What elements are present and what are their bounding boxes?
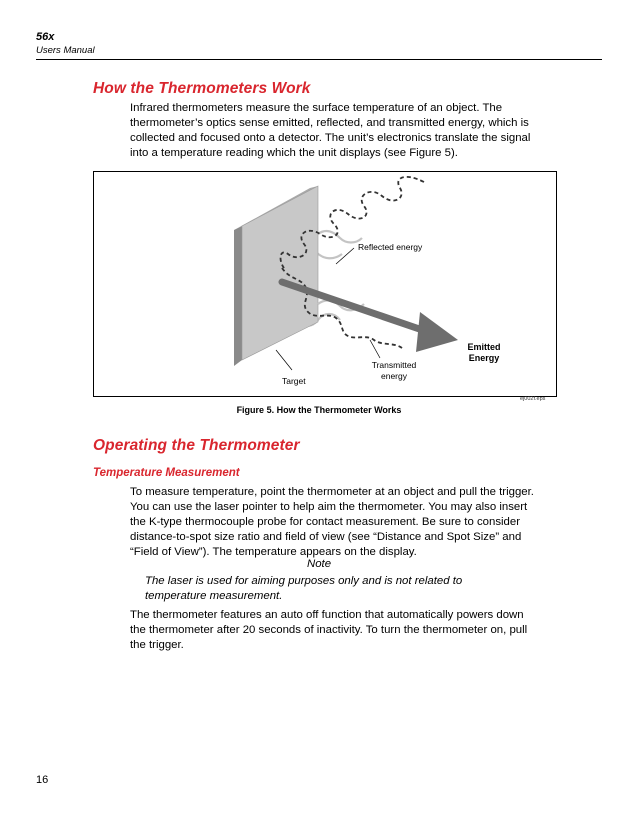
- section-heading-how-thermometers-work: How the Thermometers Work: [93, 80, 311, 97]
- transmitted-label-line: energy: [381, 371, 407, 381]
- emitted-energy-arrowhead: [416, 312, 458, 352]
- manual-model: 56x: [36, 31, 55, 43]
- transmitted-energy-label: [364, 360, 424, 382]
- emitted-label-line: Emitted: [467, 342, 501, 352]
- text-line: Infrared thermometers measure the surface temperature of an object. The: [130, 102, 503, 114]
- thermometer-diagram-svg: [94, 172, 558, 398]
- text-line: thermometer’s optics sense emitted, reflected, and transmitted energy, which is: [130, 117, 529, 129]
- note-body: [145, 574, 565, 604]
- figure-caption: Figure 5. How the Thermometer Works: [236, 405, 402, 415]
- emitted-label-line: Energy: [468, 353, 500, 363]
- text-line: into a temperature reading which the unit displays (see Figure 5).: [130, 147, 458, 159]
- emitted-energy-label: [462, 342, 506, 364]
- subheading-temperature-measurement: Temperature Measurement: [93, 467, 240, 479]
- text-line: “Field of View”). The temperature appears on the display.: [130, 546, 417, 558]
- figure-file-id: ej002f.eps: [520, 396, 546, 402]
- page-number: 16: [36, 774, 49, 786]
- text-line: distance-to-spot size ratio and field of view (see “Distance and Spot Size” and: [130, 531, 522, 543]
- text-line: To measure temperature, point the thermometer at an object and pull the trigger.: [130, 486, 534, 498]
- manual-subtitle: Users Manual: [36, 45, 95, 56]
- text-line: The thermometer features an auto off function that automatically powers down: [130, 609, 524, 621]
- reflected-energy-label: Reflected energy: [358, 242, 423, 252]
- target-side-face: [234, 226, 242, 366]
- note-line: The laser is used for aiming purposes only and is not related to: [145, 575, 463, 587]
- auto-off-paragraph: [130, 608, 570, 653]
- target-label: Target: [282, 376, 306, 386]
- text-line: the thermometer after 20 seconds of inactivity. To turn the thermometer on, pull: [130, 624, 528, 636]
- text-line: You can use the laser pointer to help aim the thermometer. You may also insert: [130, 501, 528, 513]
- measurement-paragraph: [130, 485, 570, 560]
- header-rule: [36, 59, 602, 60]
- figure-5-diagram: [93, 171, 557, 397]
- text-line: collected and focused onto a detector. The unit’s electronics translate the signal: [130, 132, 531, 144]
- note-line: temperature measurement.: [145, 590, 283, 602]
- text-line: the K-type thermocouple probe for contact measurement. Be sure to consider: [130, 516, 521, 528]
- note-title: Note: [306, 558, 332, 570]
- transmitted-label-line: Transmitted: [371, 360, 417, 370]
- section-heading-operating-thermometer: Operating the Thermometer: [93, 437, 300, 454]
- target-front-face: [242, 186, 318, 360]
- text-line: the trigger.: [130, 639, 184, 651]
- target-label-leader: [276, 350, 292, 370]
- intro-paragraph: [130, 101, 570, 161]
